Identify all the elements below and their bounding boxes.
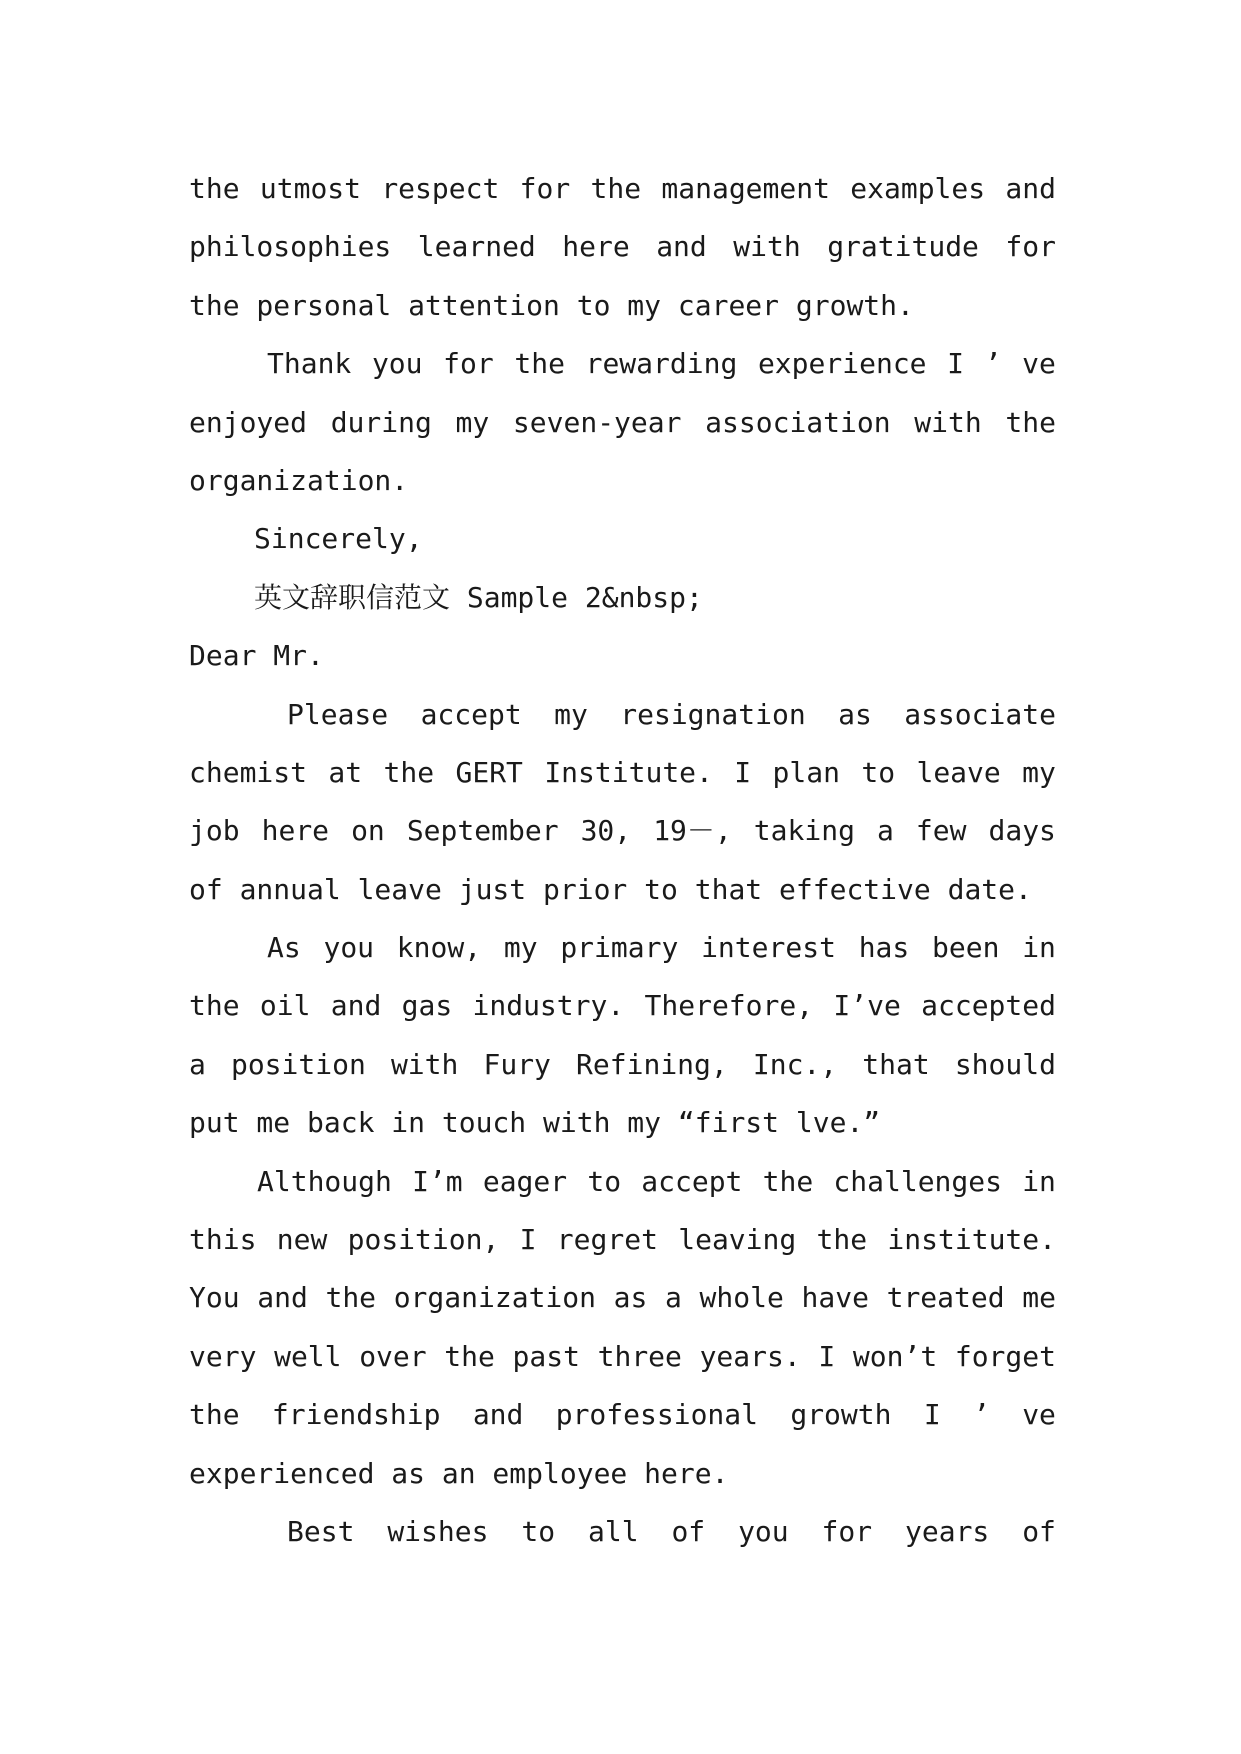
text-line bbox=[189, 1211, 1056, 1269]
text-line bbox=[189, 1503, 1056, 1561]
word: leaving bbox=[678, 1223, 797, 1257]
word: during bbox=[330, 405, 432, 439]
word: a bbox=[876, 814, 894, 848]
word: with bbox=[390, 1047, 459, 1081]
word: you bbox=[371, 347, 423, 381]
word: for bbox=[519, 172, 571, 205]
word: resignation bbox=[620, 697, 806, 731]
word: you bbox=[738, 1514, 789, 1548]
text-line: of annual leave just prior to that effective date. bbox=[189, 872, 1032, 906]
text-line bbox=[189, 335, 1056, 393]
text-line bbox=[189, 686, 1056, 744]
word: the bbox=[590, 172, 642, 205]
word: Refining, bbox=[576, 1047, 728, 1081]
word: days bbox=[988, 814, 1056, 848]
word: institute. bbox=[887, 1223, 1056, 1257]
word: the bbox=[189, 989, 240, 1023]
word: and bbox=[656, 230, 707, 264]
text-line: Dear Mr. bbox=[189, 639, 324, 673]
word: eager bbox=[482, 1164, 568, 1198]
word: and bbox=[1005, 172, 1056, 205]
word: here bbox=[562, 230, 630, 264]
word: ve bbox=[1022, 1398, 1056, 1432]
word: the bbox=[383, 755, 435, 789]
word: of bbox=[671, 1514, 706, 1548]
word: enjoyed bbox=[189, 405, 308, 439]
word: plan bbox=[772, 755, 840, 789]
word: in bbox=[1022, 1164, 1056, 1198]
word: I’m bbox=[412, 1164, 463, 1198]
word: for bbox=[443, 347, 494, 381]
word: management bbox=[661, 172, 830, 205]
word: As bbox=[267, 931, 301, 965]
text-line: put me back in touch with my “first lve.” bbox=[189, 1106, 881, 1140]
word: the bbox=[816, 1223, 868, 1257]
word: been bbox=[932, 931, 1000, 965]
word: a bbox=[665, 1281, 682, 1315]
word: whole bbox=[699, 1281, 784, 1315]
text-line bbox=[189, 744, 1056, 802]
word: associate bbox=[904, 697, 1056, 731]
word: years bbox=[905, 1514, 990, 1548]
word: accepted bbox=[921, 989, 1056, 1023]
word: leave bbox=[916, 755, 1001, 789]
text-line bbox=[189, 160, 1056, 218]
text-line: experienced as an employee here. bbox=[189, 1456, 729, 1490]
text-line: 英文辞职信范文 Sample 2&nbsp; bbox=[254, 580, 703, 614]
word: this bbox=[189, 1223, 257, 1257]
word: regret bbox=[556, 1223, 658, 1257]
word: Although bbox=[257, 1164, 392, 1198]
word: in bbox=[1022, 931, 1056, 965]
word: on bbox=[351, 814, 385, 848]
word: philosophies bbox=[189, 230, 392, 264]
word: learned bbox=[417, 230, 536, 264]
word: position bbox=[230, 1047, 366, 1081]
word: friendship bbox=[271, 1398, 441, 1432]
word: job bbox=[189, 814, 240, 848]
word: You bbox=[189, 1281, 240, 1315]
word: won’t bbox=[852, 1339, 938, 1373]
word: I bbox=[923, 1398, 941, 1432]
word: growth bbox=[790, 1398, 892, 1432]
word: the bbox=[514, 347, 565, 381]
text-line bbox=[189, 919, 1056, 977]
word: I’ve bbox=[833, 989, 901, 1023]
text-line bbox=[189, 1386, 1056, 1444]
text-line bbox=[189, 802, 1056, 860]
word: accept bbox=[420, 697, 522, 731]
word: all bbox=[587, 1514, 639, 1548]
word: position, bbox=[347, 1223, 500, 1257]
word: have bbox=[801, 1281, 869, 1315]
word: taking bbox=[753, 814, 855, 848]
word: my bbox=[455, 405, 490, 439]
word: with bbox=[914, 405, 982, 439]
word: has bbox=[858, 931, 910, 965]
word: over bbox=[359, 1339, 427, 1373]
text-line bbox=[189, 1269, 1056, 1327]
word: Please bbox=[287, 697, 389, 731]
text-line bbox=[189, 1328, 1056, 1386]
word: accept bbox=[641, 1164, 743, 1198]
word: past bbox=[512, 1339, 580, 1373]
word: and bbox=[330, 989, 382, 1023]
word: Fury bbox=[483, 1047, 551, 1081]
word: and bbox=[257, 1281, 308, 1315]
word: my bbox=[1022, 755, 1056, 789]
word: Institute. bbox=[544, 755, 713, 789]
word: treated bbox=[886, 1281, 1005, 1315]
word: and bbox=[472, 1398, 524, 1432]
word: I bbox=[519, 1223, 537, 1257]
word: 30, bbox=[580, 814, 632, 848]
word: I bbox=[734, 755, 752, 789]
word: wishes bbox=[387, 1514, 489, 1548]
word: ve bbox=[1022, 347, 1056, 381]
word: Thank bbox=[267, 347, 352, 381]
word: as bbox=[613, 1281, 648, 1315]
text-line bbox=[189, 218, 1056, 276]
word: a bbox=[189, 1047, 206, 1081]
word: as bbox=[838, 697, 872, 731]
text-line bbox=[189, 1036, 1056, 1094]
word: well bbox=[274, 1339, 342, 1373]
word: at bbox=[328, 755, 363, 789]
word: gratitude bbox=[827, 230, 979, 264]
word: Best bbox=[287, 1514, 355, 1548]
word: here bbox=[261, 814, 330, 848]
word: utmost bbox=[259, 172, 362, 205]
text-line: organization. bbox=[189, 463, 409, 497]
word: seven-year bbox=[512, 405, 682, 439]
word: forget bbox=[954, 1339, 1056, 1373]
word: industry. bbox=[472, 989, 625, 1023]
word: of bbox=[1022, 1514, 1056, 1548]
word: to bbox=[587, 1164, 622, 1198]
word: for bbox=[1005, 230, 1056, 264]
word: the bbox=[444, 1339, 495, 1373]
word: very bbox=[189, 1339, 257, 1373]
word: should bbox=[954, 1047, 1056, 1081]
text-line bbox=[189, 394, 1056, 452]
word: association bbox=[705, 405, 891, 439]
word: GERT bbox=[455, 755, 523, 789]
word: for bbox=[821, 1514, 873, 1548]
word: 19－, bbox=[653, 814, 732, 848]
word: ’ bbox=[973, 1398, 990, 1432]
word: three bbox=[597, 1339, 682, 1373]
word: I bbox=[818, 1339, 836, 1373]
word: to bbox=[861, 755, 896, 789]
word: new bbox=[276, 1223, 328, 1257]
word: the bbox=[325, 1281, 377, 1315]
word: the bbox=[189, 1398, 240, 1432]
word: examples bbox=[850, 172, 986, 205]
word: primary bbox=[560, 931, 679, 965]
word: with bbox=[733, 230, 801, 264]
word: Inc., bbox=[752, 1047, 838, 1081]
word: ’ bbox=[984, 347, 1002, 381]
word: my bbox=[554, 697, 588, 731]
word: experience bbox=[757, 347, 927, 381]
word: chemist bbox=[189, 755, 308, 789]
text-line bbox=[189, 977, 1056, 1035]
word: the bbox=[1005, 405, 1056, 439]
word: the bbox=[189, 172, 240, 205]
word: respect bbox=[381, 172, 500, 205]
word: to bbox=[521, 1514, 556, 1548]
word: challenges bbox=[833, 1164, 1002, 1198]
word: know, bbox=[396, 931, 482, 965]
word: years. bbox=[699, 1339, 801, 1373]
text-line bbox=[189, 1153, 1056, 1211]
word: that bbox=[862, 1047, 930, 1081]
word: professional bbox=[555, 1398, 759, 1432]
word: September bbox=[406, 814, 559, 848]
word: oil bbox=[259, 989, 311, 1023]
word: organization bbox=[393, 1281, 596, 1315]
word: the bbox=[762, 1164, 814, 1198]
word: few bbox=[915, 814, 967, 848]
word: Therefore, bbox=[644, 989, 814, 1023]
word: gas bbox=[401, 989, 453, 1023]
word: you bbox=[323, 931, 375, 965]
word: I bbox=[947, 347, 965, 381]
text-line: Sincerely, bbox=[254, 522, 423, 556]
letter-body bbox=[189, 160, 1056, 1561]
word: me bbox=[1022, 1281, 1056, 1315]
word: rewarding bbox=[585, 347, 738, 381]
word: my bbox=[503, 931, 538, 965]
text-line: the personal attention to my career growth. bbox=[189, 288, 914, 322]
word: interest bbox=[701, 931, 836, 965]
